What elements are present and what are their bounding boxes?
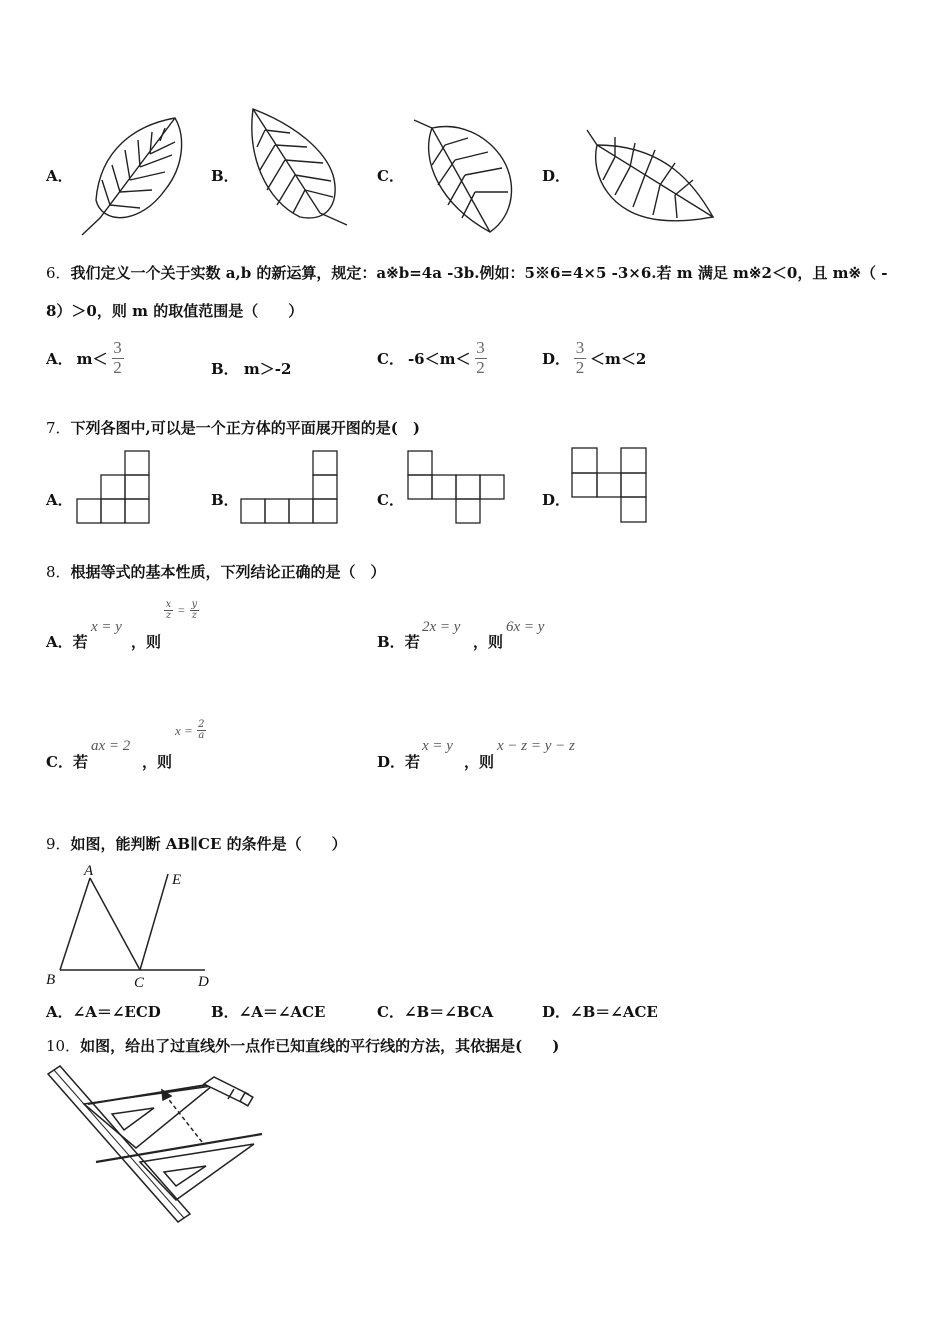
q10-stem-text: 如图，给出了过直线外一点作已知直线的平行线的方法，其依据是( ) <box>80 1037 560 1055</box>
fraction: $\frac{3}{2}$ <box>113 337 122 377</box>
option-text: -6＜m＜ <box>407 349 471 368</box>
q9-option-b: B．∠A＝∠ACE <box>211 1003 326 1021</box>
q5-option-c-label: C． <box>377 167 404 185</box>
q7-option-a-label: A． <box>46 491 73 509</box>
q8-d-result: x − z = y − z <box>497 738 575 754</box>
q6-option-a <box>46 336 124 380</box>
option-label: C． <box>46 753 73 771</box>
q8-b-result: 6x = y <box>506 619 545 635</box>
cube-net-a <box>76 450 152 524</box>
option-label: C． <box>377 349 404 368</box>
q8-option-a <box>46 631 88 652</box>
option-text: 若 <box>404 633 420 651</box>
q8-stem <box>46 561 386 582</box>
q5-option-d-label: D． <box>542 167 571 185</box>
point-b-label: B <box>46 972 56 988</box>
q8-a-condition: x = y <box>91 619 122 635</box>
q8-option-d <box>377 751 420 772</box>
q8-b-condition: 2x = y <box>422 619 461 635</box>
q6-stem-line1 <box>46 262 916 283</box>
q6-option-d <box>542 336 646 380</box>
q7-number: 7． <box>46 419 71 437</box>
option-text: 若 <box>405 753 421 771</box>
option-text: m＜ <box>76 349 108 368</box>
q8-option-b <box>377 631 420 652</box>
q8-stem-text: 根据等式的基本性质，下列结论正确的是（ ） <box>70 563 386 581</box>
q6-stem-line2: 8）＞0，则 m 的取值范围是（ ） <box>46 302 304 320</box>
q10-number: 10． <box>46 1037 81 1055</box>
option-text: m＞-2 <box>243 360 292 378</box>
fraction: $\frac{3}{2}$ <box>476 337 485 377</box>
q9-stem-text: 如图，能判断 AB∥CE 的条件是（ ） <box>70 835 347 853</box>
q10-figure <box>44 1062 274 1227</box>
q9-option-c: C．∠B＝∠BCA <box>377 1003 494 1021</box>
q8-a-then: ，则 <box>131 633 162 651</box>
option-text: 若 <box>72 633 88 651</box>
q9-stem <box>46 833 347 854</box>
q7-option-d-label: D． <box>542 491 571 509</box>
point-e-label: E <box>172 872 182 888</box>
q6-stem-text: 我们定义一个关于实数 a,b 的新运算，规定：a※b=4a -3b.例如：5※6=4×5 -3×6.若 m 满足 m※2＜0，且 m※（ - <box>70 264 888 282</box>
q6-number: 6． <box>46 264 71 282</box>
option-label: B． <box>377 633 405 651</box>
option-label: D． <box>377 753 406 771</box>
q6-option-c <box>377 336 487 380</box>
q8-b-then: ，则 <box>473 633 504 651</box>
point-d-label: D <box>198 974 209 990</box>
q5-option-a-label: A． <box>46 167 73 185</box>
leaf-icon <box>80 110 190 240</box>
q8-number: 8． <box>46 563 71 581</box>
cube-net-b <box>240 450 340 524</box>
option-text: ＜m＜2 <box>590 349 647 368</box>
q9-number: 9． <box>46 835 71 853</box>
leaf-icon <box>410 110 525 240</box>
option-text: 若 <box>72 753 88 771</box>
q7-option-c-label: C． <box>377 491 404 509</box>
q7-stem <box>46 417 420 438</box>
q8-option-c <box>46 751 88 772</box>
q5-option-b-label: B． <box>211 167 239 185</box>
q8-d-then: ，则 <box>464 753 495 771</box>
q8-c-condition: ax = 2 <box>91 738 131 754</box>
cube-net-d <box>571 447 649 525</box>
option-label: D． <box>542 349 571 368</box>
option-label: B． <box>211 360 239 378</box>
q8-c-result: x = 2 a <box>175 719 205 741</box>
option-label: A． <box>46 633 73 651</box>
q6-option-b <box>211 358 291 379</box>
point-a-label: A <box>84 863 94 879</box>
q9-figure <box>40 860 230 990</box>
q10-stem <box>46 1035 559 1056</box>
q8-d-condition: x = y <box>422 738 453 754</box>
q8-a-result: x z = y z <box>165 599 198 621</box>
point-c-label: C <box>134 975 145 991</box>
q7-stem-text: 下列各图中,可以是一个正方体的平面展开图的是( ) <box>70 419 420 437</box>
leaf-icon <box>245 105 355 235</box>
q9-option-a: A．∠A＝∠ECD <box>46 1003 161 1021</box>
leaf-icon <box>585 125 720 230</box>
option-label: A． <box>46 349 73 368</box>
fraction: $\frac{3}{2}$ <box>575 337 585 377</box>
q8-c-then: ，则 <box>142 753 173 771</box>
q9-option-d: D．∠B＝∠ACE <box>542 1003 658 1021</box>
cube-net-c <box>407 450 507 524</box>
q7-option-b-label: B． <box>211 491 239 509</box>
